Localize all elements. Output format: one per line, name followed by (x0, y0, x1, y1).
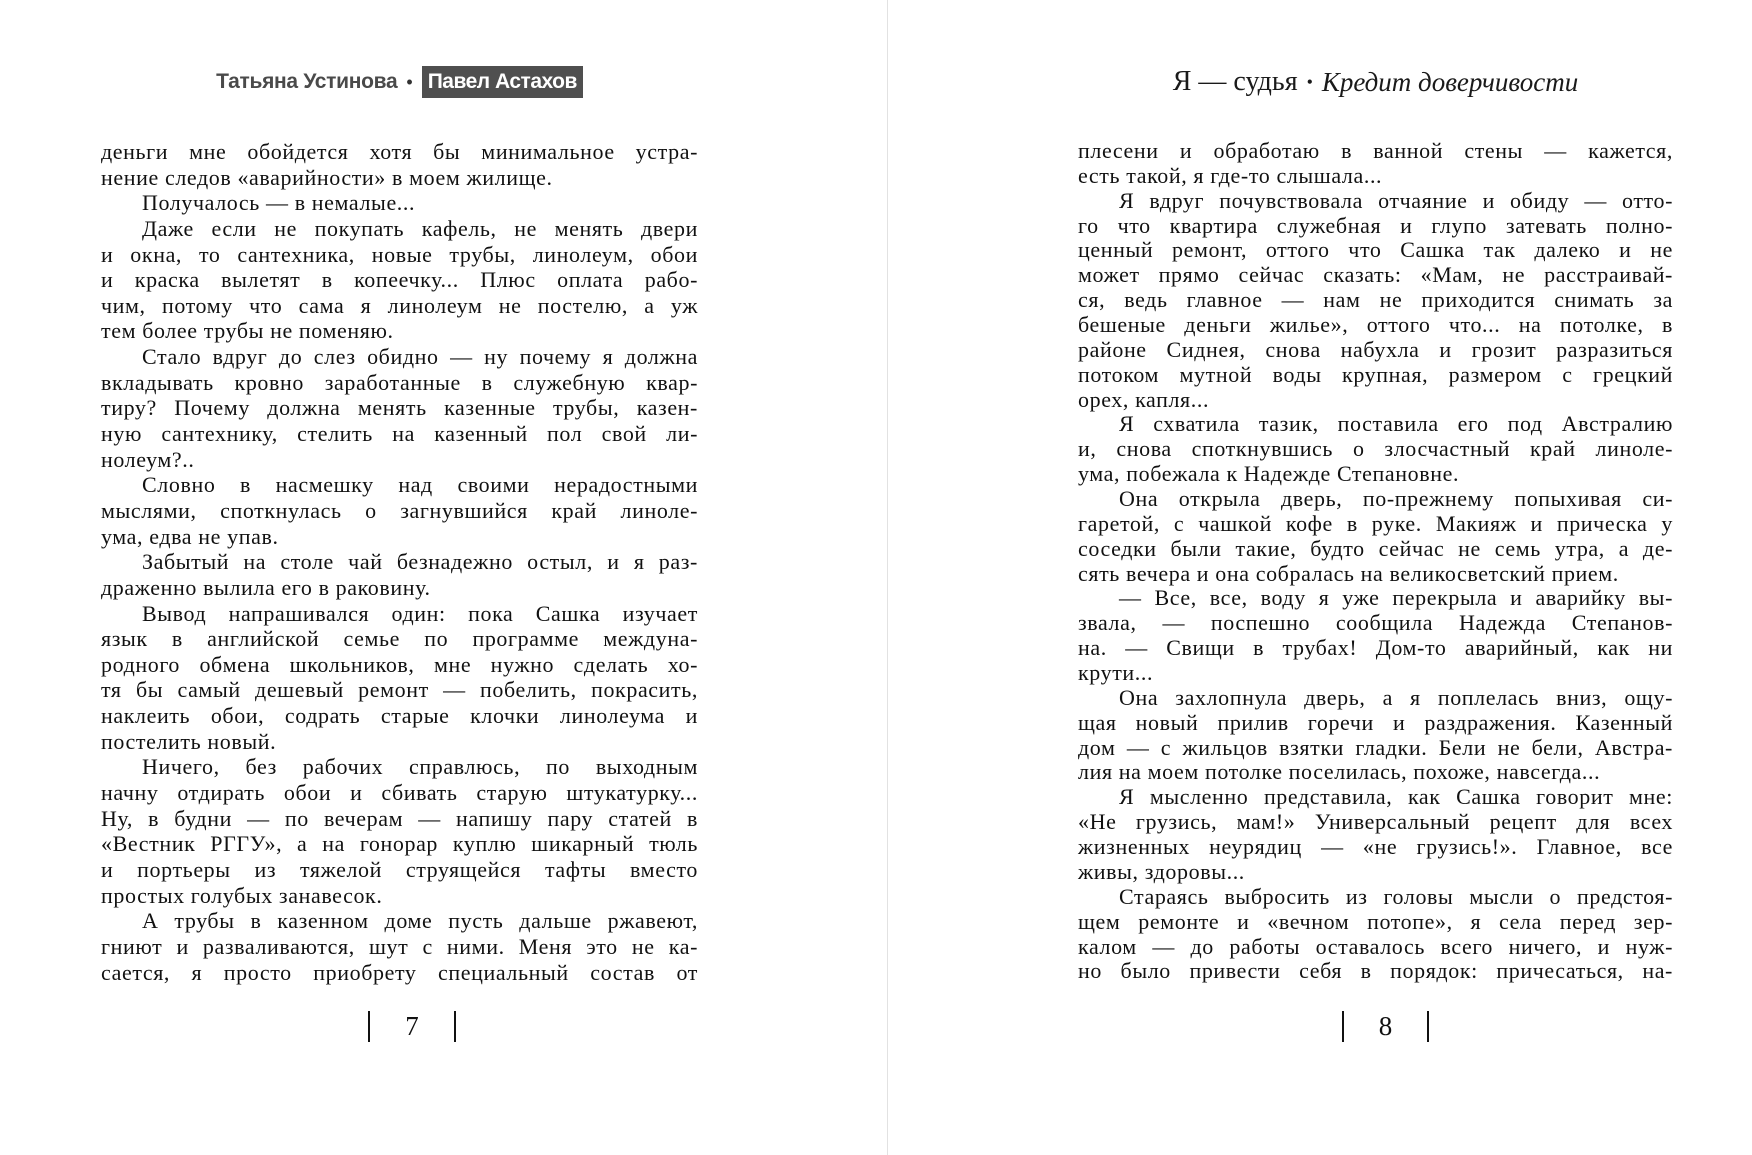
text-line: Я вдруг почувствовала отчаяние и обиду — отто- (1119, 187, 1673, 213)
text-line: ума, едва не упав. (101, 523, 279, 549)
text-line: Вывод напрашивался один: пока Сашка изучает (142, 600, 698, 626)
text-line: сять вечера и она собралась на великосветский прием. (1078, 560, 1619, 586)
header-separator: • (1306, 71, 1313, 92)
text-line: калом — до работы оставалось всего ничего, и нуж- (1078, 933, 1673, 959)
text-line: тя бы самый дешевый ремонт — побелить, покрасить, (101, 677, 698, 703)
text-line: Я схватила тазик, поставила его под Австралию (1119, 411, 1673, 437)
page-number-right (1342, 1011, 1429, 1042)
text-line: Она захлопнула дверь, а я поплелась вниз, ощу- (1119, 684, 1673, 710)
text-line: Ну, в будни — по вечерам — напишу пару статей в (101, 805, 698, 831)
text-line: щая новый прилив горечи и раздражения. Казенный (1078, 709, 1673, 735)
text-line: есть такой, я где-то слышала... (1078, 162, 1383, 188)
right-page-text (1078, 139, 1673, 984)
text-line: жизненных неурядиц — «не грузись!». Главное, все (1078, 834, 1673, 860)
text-line: и портьеры из тяжелой струящейся тафты вместо (101, 856, 698, 882)
header-author-2: Павел Астахов (422, 66, 583, 98)
text-line: драженно вылила его в раковину. (101, 574, 431, 600)
text-line: наклеить обои, содрать старые клочки линолеума и (101, 703, 698, 729)
text-line: районе Сиднея, снова набухла и грозит разразиться (1078, 336, 1673, 362)
text-line: орех, капля... (1078, 386, 1210, 412)
text-line: лия на моем потолке поселилась, похоже, навсегда... (1078, 759, 1601, 785)
page-number-value: 7 (405, 1011, 419, 1041)
paragraph (101, 601, 698, 755)
text-line: ную сантехнику, стелить на казенный пол свой ли- (101, 421, 698, 447)
text-line: постелить новый. (101, 728, 277, 754)
right-page (888, 0, 1752, 1155)
text-line: плесени и обработаю в ванной стены — кажется, (1078, 138, 1673, 163)
text-line: гниют и разваливаются, шут с ними. Меня это не ка- (101, 933, 698, 959)
text-line: и окна, то сантехника, новые трубы, линолеум, обои (101, 241, 698, 267)
left-page-text (101, 139, 698, 985)
paragraph (101, 549, 698, 600)
text-line: язык в английской семье по программе междуна- (101, 626, 698, 652)
text-line: может прямо сейчас сказать: «Мам, не расстраивай- (1078, 262, 1673, 288)
text-line: ума, побежала к Надежде Степановне. (1078, 461, 1460, 487)
text-line: живы, здоровы... (1078, 858, 1245, 884)
paragraph (1078, 189, 1673, 413)
text-line: крути... (1078, 660, 1154, 686)
text-line: Словно в насмешку над своими нерадостными (142, 472, 698, 498)
text-line: деньги мне обойдется хотя бы минимальное устра- (101, 139, 698, 164)
paragraph (1078, 785, 1673, 884)
running-header-left (101, 64, 698, 100)
text-line: Стало вдруг до слез обидно — ну почему я должна (142, 344, 698, 370)
text-line: Стараясь выбросить из головы мысли о предстоя- (1119, 883, 1673, 909)
paragraph (1078, 686, 1673, 785)
paragraph (101, 754, 698, 908)
text-line: нение следов «аварийности» в моем жилище. (101, 164, 553, 190)
text-line: простых голубых занавесок. (101, 882, 383, 908)
paragraph (101, 139, 698, 190)
paragraph (101, 344, 698, 472)
text-line: чим, потому что сама я линолеум не постелю, а уж (101, 292, 698, 318)
text-line: но было привести себя в порядок: причесаться, на- (1078, 958, 1673, 984)
text-line: тиру? Почему должна менять казенные трубы, казен- (101, 395, 698, 421)
paragraph (1078, 487, 1673, 586)
text-line: дом — с жильцов взятки гладки. Бели не бели, Австра- (1078, 734, 1673, 760)
text-line: го что квартира служебная и глупо затевать полно- (1078, 212, 1673, 238)
text-line: нолеум?.. (101, 446, 195, 472)
text-line: на. — Свищи в трубах! Дом-то аварийный, как ни (1078, 635, 1673, 661)
text-line: начну отдирать обои и сбивать старую штукатурку... (101, 780, 698, 806)
text-line: родного обмена школьников, мне нужно сделать хо- (101, 651, 698, 677)
text-line: гаретой, с чашкой кофе в руке. Макияж и прическа у (1078, 510, 1673, 536)
text-line: ценный ремонт, оттого что Сашка так далеко и не (1078, 237, 1673, 263)
paragraph (1078, 885, 1673, 984)
paragraph (101, 908, 698, 985)
text-line: щем ремонте и «вечном потопе», я села перед зер- (1078, 908, 1673, 934)
text-line: Она открыла дверь, по-прежнему попыхивая си- (1119, 486, 1673, 512)
paragraph (101, 472, 698, 549)
text-line: сается, я просто приобрету специальный состав от (101, 959, 698, 985)
text-line: Получалось — в немалые... (142, 190, 416, 216)
paragraph (1078, 139, 1673, 189)
text-line: и краска вылетят в копеечку... Плюс оплата рабо- (101, 267, 698, 293)
text-line: ся, ведь главное — нам не приходится снимать за (1078, 287, 1673, 313)
text-line: Я мысленно представила, как Сашка говорит мне: (1119, 784, 1673, 810)
text-line: Забытый на столе чай безнадежно остыл, и я раз- (142, 549, 698, 575)
text-line: «Не грузись, мам!» Универсальный рецепт для всех (1078, 809, 1673, 835)
text-line: тем более трубы не поменяю. (101, 318, 394, 344)
header-series-title: Я — судья (1172, 66, 1298, 97)
paragraph (101, 216, 698, 344)
text-line: бешеные деньги жилье», оттого что... на потолке, в (1078, 312, 1673, 338)
header-author-1: Татьяна Устинова (216, 70, 398, 93)
text-line: — Все, все, воду я уже перекрыла и аварийку вы- (1119, 585, 1673, 611)
header-book-title: Кредит доверчивости (1321, 66, 1579, 97)
text-line: А трубы в казенном доме пусть дальше ржавеют, (142, 908, 698, 934)
text-line: потоком мутной воды крупная, размером с грецкий (1078, 361, 1673, 387)
text-line: Ничего, без рабочих справлюсь, по выходным (142, 754, 698, 780)
page-number-value: 8 (1378, 1011, 1393, 1041)
running-header-right (1078, 64, 1673, 100)
text-line: звала, — поспешно сообщила Надежда Степанов- (1078, 610, 1673, 636)
text-line: вкладывать кровно заработанные в служебную квар- (101, 369, 698, 395)
page-number-left (368, 1011, 456, 1042)
text-line: и, снова споткнувшись о злосчастный край линоле- (1078, 436, 1673, 462)
text-line: «Вестник РГГУ», а на гонорар куплю шикарный тюль (101, 831, 698, 857)
paragraph (1078, 586, 1673, 685)
paragraph (101, 190, 698, 216)
text-line: мыслями, споткнулась о загнувшийся край линоле- (101, 497, 698, 523)
paragraph (1078, 412, 1673, 487)
text-line: Даже если не покупать кафель, не менять двери (142, 215, 698, 241)
header-separator: • (406, 71, 413, 92)
text-line: соседки были такие, будто сейчас не семь утра, а де- (1078, 535, 1673, 561)
